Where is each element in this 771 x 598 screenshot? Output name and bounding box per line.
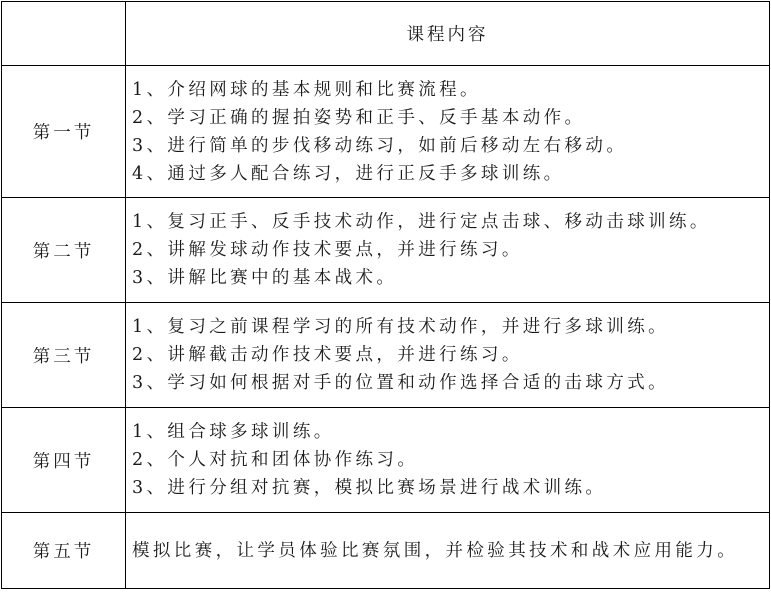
header-cell-course-content: 课程内容: [126, 2, 770, 66]
table-row-section-5: [2, 513, 770, 589]
table-row-section-1: [2, 66, 770, 198]
content-line: 3、讲解比赛中的基本战术。: [132, 268, 398, 288]
section-content: [126, 408, 770, 513]
content-line: 1、复习之前课程学习的所有技术动作，并进行多球训练。: [132, 317, 670, 337]
section-content: [126, 198, 770, 303]
table-header-row: [2, 2, 770, 66]
content-line: 3、进行分组对抗赛，模拟比赛场景进行战术训练。: [132, 478, 607, 498]
content-line: 1、介绍网球的基本规则和比赛流程。: [132, 79, 481, 100]
content-line: 3、进行简单的步伐移动练习，如前后移动左右移动。: [132, 135, 628, 156]
content-line: 1、组合球多球训练。: [132, 422, 335, 442]
table-row-section-3: [2, 303, 770, 408]
section-content: [126, 513, 770, 589]
section-content: [126, 66, 770, 198]
table-row-section-2: [2, 198, 770, 303]
content-line: 1、复习正手、反手技术动作，进行定点击球、移动击球训练。: [132, 212, 711, 232]
section-label: 第二节: [2, 198, 126, 303]
section-label: 第三节: [2, 303, 126, 408]
content-line: 模拟比赛，让学员体验比赛氛围，并检验其技术和战术应用能力。: [132, 540, 739, 561]
header-cell-empty: [2, 2, 126, 66]
section-content: [126, 303, 770, 408]
content-line: 2、个人对抗和团体协作练习。: [132, 450, 419, 470]
content-line: 3、学习如何根据对手的位置和动作选择合适的击球方式。: [132, 373, 670, 393]
content-line: 2、学习正确的握拍姿势和正手、反手基本动作。: [132, 107, 586, 128]
content-line: 2、讲解截击动作技术要点，并进行练习。: [132, 345, 523, 365]
section-label: 第一节: [2, 66, 126, 198]
section-label: 第四节: [2, 408, 126, 513]
table-row-section-4: [2, 408, 770, 513]
content-line: 2、讲解发球动作技术要点，并进行练习。: [132, 240, 523, 260]
section-label: 第五节: [2, 513, 126, 589]
content-line: 4、通过多人配合练习，进行正反手多球训练。: [132, 163, 565, 184]
course-table: [1, 1, 770, 589]
